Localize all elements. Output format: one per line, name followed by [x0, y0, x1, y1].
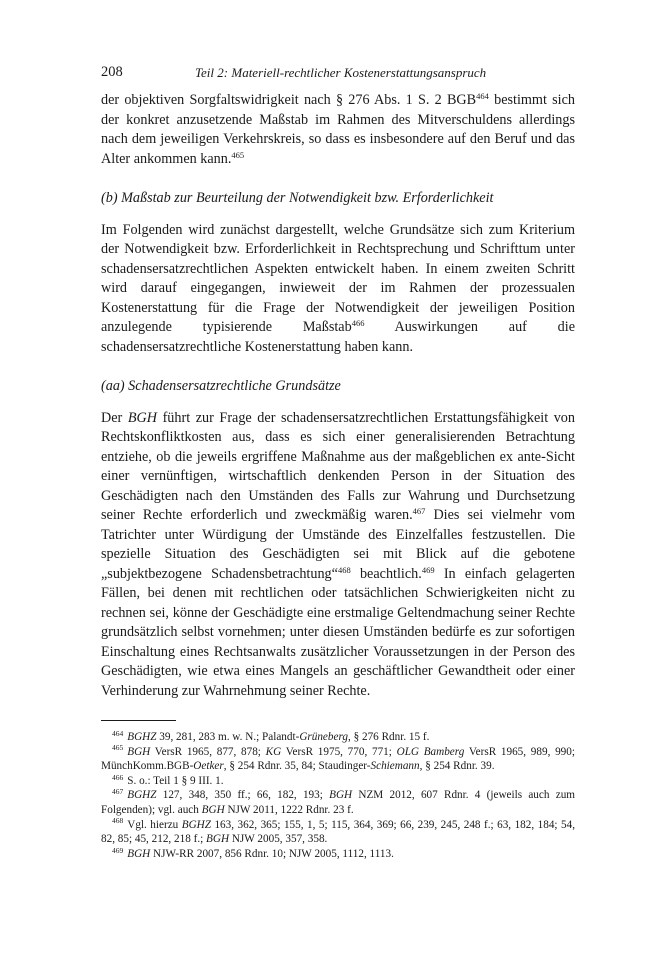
subsection-heading: (aa) Schadensersatzrechtliche Grundsätze — [101, 378, 341, 394]
footnote-ref[interactable]: 468 — [337, 564, 351, 575]
footnotes — [101, 730, 575, 861]
footnote-ref[interactable]: 466 — [351, 318, 365, 329]
footnote-ref[interactable]: 464 — [476, 91, 489, 102]
footnote-ref[interactable]: 467 — [412, 506, 426, 517]
section-heading: (b) Maßstab zur Beurteilung der Notwendigkeit bzw. Erforderlichkeit — [101, 190, 494, 206]
footnote-ref[interactable]: 465 — [231, 149, 245, 160]
paragraph: der objektiven Sorgfaltswidrigkeit nach § 276 Abs. 1 S. 2 BGB$^{464}$ bestimmt sich der konkret anzusetzende Maßstab im Rahmen des Mitverschuldens allerdings nach dem jeweiligen Verkehrskreis, so dass es insbesondere auf den Beruf und das Alter ankommen kann.$^{465}$ — [101, 91, 575, 167]
footnote: $^{468}$ Vgl. hierzu BGHZ 163, 362, 365; 155, 1, 5; 115, 364, 369; 66, 239, 245, 248 f.; 63, 182, 184; 54, 82, 85; 45, 212, 218 f.; BGH NJW 2005, 357, 358. — [101, 816, 575, 846]
main-text — [101, 91, 575, 861]
footnote: $^{466}$ S. o.: Teil 1 § 9 III. 1. — [112, 772, 224, 787]
footnote-separator — [101, 720, 176, 721]
footnote: $^{467}$ BGHZ 127, 348, 350 ff.; 66, 182, 193; BGH NZM 2012, 607 Rdnr. 4 (jeweils auch zum Folgenden); vgl. auch BGH NJW 2011, 1222 Rdnr. 23 f. — [101, 787, 575, 816]
footnote: $^{469}$ BGH NJW-RR 2007, 856 Rdnr. 10; NJW 2005, 1112, 1113. — [112, 845, 394, 860]
footnote-ref[interactable]: 469 — [421, 564, 435, 575]
running-title: Teil 2: Materiell-rechtlicher Kostenerstattungsanspruch — [195, 65, 487, 80]
paragraph: Im Folgenden wird zunächst dargestellt, welche Grundsätze sich zum Kriterium der Notwendigkeit bzw. Erforderlichkeit in Rechtsprechung und Schrifttum unter schadensersatzrechtlichen Aspekten entwickelt haben. In einem zweiten Schritt wird darauf eingegangen, inwieweit der im Rahmen der prozessualen Kostenerstattung für die Frage der Notwendigkeit der jeweiligen Position anzulegende typisierende Maßstab$^{466}$ Auswirkungen auf die schadensersatzrechtliche Kostenerstattung haben kann. — [101, 221, 576, 355]
footnote: $^{465}$ BGH VersR 1965, 877, 878; KG VersR 1975, 770, 771; OLG Bamberg VersR 1965, 989, 990; MünchKomm.BGB-Oetker, § 254 Rdnr. 35, 84; Staudinger-Schiemann, § 254 Rdnr. 39. — [101, 743, 575, 773]
footnote: $^{464}$ BGHZ 39, 281, 283 m. w. N.; Palandt-Grüneberg, § 276 Rdnr. 15 f. — [112, 728, 430, 743]
paragraph: Der BGH führt zur Frage der schadensersatzrechtlichen Erstattungsfähigkeit von Rechtskonfliktkosten aus, dass es sich einer generalisierenden Betrachtung entziehe, ob die jeweils ergriffene Maßnahme aus der maßgeblichen ex ante-Sicht einer vernünftigen, wirtschaftlich denkenden Person in der Situation des Geschädigten nach den Umständen des Falls zur Wahrung und Durchsetzung seiner Rechte erforderlich und zweckmäßig waren.$^{467}$ Dies sei vielmehr vom Tatrichter unter Würdigung der Umstände des Einzelfalles festzustellen. Die spezielle Situation des Geschädigten sei mit Blick auf die gebotene „subjektbezogene Schadensbetrachtung“$^{468}$ beachtlich.$^{469}$ In einfach gelagerten Fällen, bei denen mit rechtlichen oder tatsächlichen Schwierigkeiten nicht zu rechnen sei, könne der Geschädigte eine erstmalige Geltendmachung seiner Rechte grundsätzlich selbst vornehmen; unter diesen Umständen bedürfe es zur sofortigen Einschaltung eines Rechtsanwalts zusätzlicher Voraussetzungen in der Person des Geschädigten, wie etwa eines Mangels an geschäftlicher Gewandtheit oder einer Verhinderung zur Wahrnehmung seiner Rechte. — [101, 409, 575, 699]
page-header — [101, 64, 575, 82]
page-number: 208 — [101, 64, 123, 80]
